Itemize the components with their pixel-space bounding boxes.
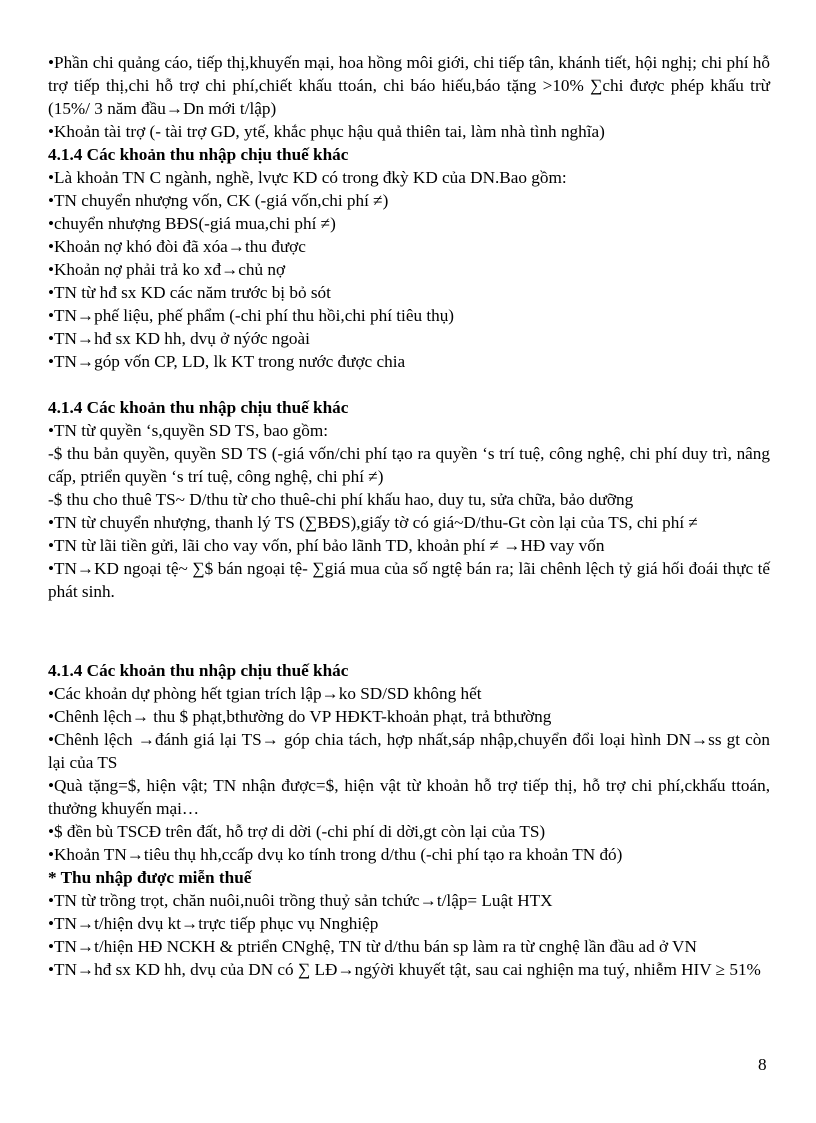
- list-item: •chuyển nhượng BĐS(-giá mua,chi phí ≠): [48, 214, 336, 233]
- paragraph-sponsorship: •Khoản tài trợ (- tài trợ GD, ytế, khắc phục hậu quả thiên tai, làm nhà tình nghĩa): [48, 122, 605, 141]
- spacer: [48, 373, 770, 396]
- list-item: •Quà tặng=$, hiện vật; TN nhận được=$, hiện vật từ khoản hỗ trợ tiếp thị, hỗ trợ chi phí,ckhấu ttoán, thưởng khuyến mại…: [48, 776, 770, 818]
- list-item: •Chênh lệch→ thu $ phạt,bthường do VP HĐKT-khoản phạt, trả bthường: [48, 707, 552, 726]
- list-item: •TN từ hđ sx KD các năm trước bị bỏ sót: [48, 283, 331, 302]
- list-item: •TN từ lãi tiền gửi, lãi cho vay vốn, phí bảo lãnh TD, khoản phí ≠ →HĐ vay vốn: [48, 536, 605, 555]
- section-heading-other-income-1: 4.1.4 Các khoản thu nhập chịu thuế khác: [48, 145, 349, 164]
- list-item: •Khoản nợ khó đòi đã xóa→thu được: [48, 237, 306, 256]
- list-item: •Các khoản dự phòng hết tgian trích lập→ko SD/SD không hết: [48, 684, 482, 703]
- list-item: •Khoản nợ phải trả ko xđ→chủ nợ: [48, 260, 286, 279]
- list-item: •TN chuyển nhượng vốn, CK (-giá vốn,chi phí ≠): [48, 191, 389, 210]
- section-heading-other-income-2: 4.1.4 Các khoản thu nhập chịu thuế khác: [48, 398, 349, 417]
- section-heading-other-income-3: 4.1.4 Các khoản thu nhập chịu thuế khác: [48, 661, 349, 680]
- list-item: •TN→KD ngoại tệ~ ∑$ bán ngoại tệ- ∑giá mua của số ngtệ bán ra; lãi chênh lệch tỷ giá hối đoái thực tế phát sinh.: [48, 559, 770, 601]
- list-item: •Chênh lệch →đánh giá lại TS→ góp chia tách, hợp nhất,sáp nhập,chuyển đổi loại hình DN→ss gt còn lại của TS: [48, 730, 770, 772]
- list-item: •Là khoản TN C ngành, nghề, lvực KD có trong đkỳ KD của DN.Bao gồm:: [48, 168, 567, 187]
- list-item: •TN từ chuyển nhượng, thanh lý TS (∑BĐS),giấy tờ có giá~D/thu-Gt còn lại của TS, chi phí ≠: [48, 513, 698, 532]
- page-content: [48, 51, 770, 981]
- list-item: •TN từ trồng trọt, chăn nuôi,nuôi trồng thuỷ sản tchức→t/lập= Luật HTX: [48, 891, 553, 910]
- section-heading-tax-exempt-income: * Thu nhập được miễn thuế: [48, 868, 252, 887]
- list-item: •TN→hđ sx KD hh, dvụ ở nýớc ngoài: [48, 329, 310, 348]
- list-item: -$ thu bản quyền, quyền SD TS (-giá vốn/chi phí tạo ra quyền ‘s trí tuệ, công nghệ, chi phí duy trì, nâng cấp, ptriển quyền ‘s trí tuệ, công nghệ, chi phí ≠): [48, 444, 770, 486]
- list-item: •TN từ quyền ‘s,quyền SD TS, bao gồm:: [48, 421, 328, 440]
- list-item: •TN→t/hiện HĐ NCKH & ptriển CNghệ, TN từ d/thu bán sp làm ra từ cnghệ lần đầu ad ở VN: [48, 937, 697, 956]
- paragraph-advertising-expenses: •Phần chi quảng cáo, tiếp thị,khuyến mại, hoa hồng môi giới, chi tiếp tân, khánh tiết, hội nghị; chi phí hỗ trợ tiếp thị,chi hỗ trợ chi phí,chiết khấu ttoán, chi báo hiếu,báo tặng >10% ∑chi được phép khấu trừ (15%/ 3 năm đầu→Dn mới t/lập): [48, 53, 770, 118]
- spacer: [48, 603, 770, 659]
- list-item: •$ đền bù TSCĐ trên đất, hỗ trợ di dời (-chi phí di dời,gt còn lại của TS): [48, 822, 546, 841]
- list-item: •TN→góp vốn CP, LD, lk KT trong nước được chia: [48, 352, 406, 371]
- list-item: •TN→phế liệu, phế phẩm (-chi phí thu hồi,chi phí tiêu thụ): [48, 306, 455, 325]
- list-item: •TN→hđ sx KD hh, dvụ của DN có ∑ LĐ→ngýời khuyết tật, sau cai nghiện ma tuý, nhiễm HIV ≥ 51%: [48, 960, 761, 979]
- page-number: 8: [758, 1055, 767, 1074]
- list-item: •TN→t/hiện dvụ kt→trực tiếp phục vụ Nnghiệp: [48, 914, 379, 933]
- list-item: •Khoản TN→tiêu thụ hh,ccấp dvụ ko tính trong d/thu (-chi phí tạo ra khoản TN đó): [48, 845, 623, 864]
- list-item: -$ thu cho thuê TS~ D/thu từ cho thuê-chi phí khấu hao, duy tu, sửa chữa, bảo dưỡng: [48, 490, 634, 509]
